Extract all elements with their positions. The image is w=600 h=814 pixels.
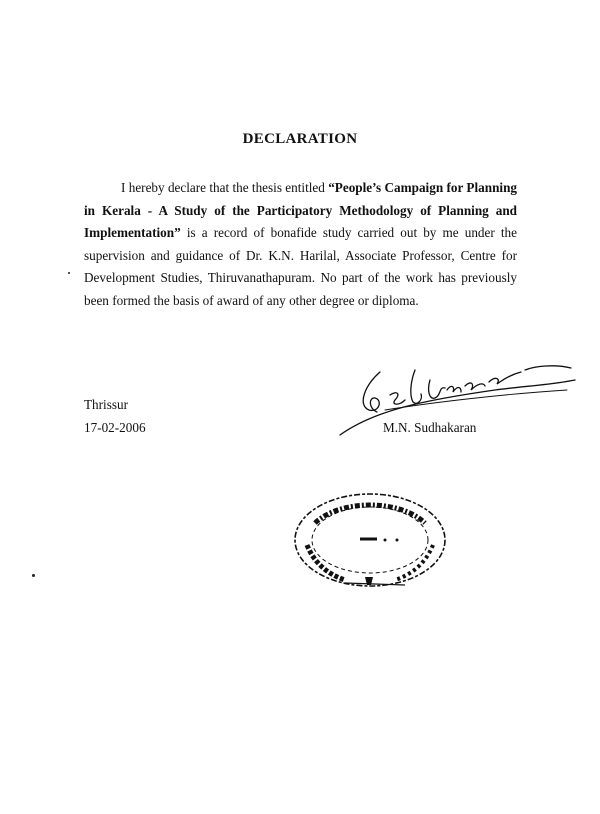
- scan-speck: [68, 272, 70, 274]
- thesis-title: “People’s Campaign for Planning in Kerala - A Study of the Participatory Methodology of Planning and Implementation”: [84, 180, 518, 241]
- declaration-text-intro: I hereby declare that the thesis entitled: [121, 180, 329, 195]
- university-seal-stamp: [285, 485, 455, 595]
- page-title: DECLARATION: [242, 131, 358, 147]
- signatory-name: M.N. Sudhakaran: [383, 420, 477, 435]
- place-label: Thrissur: [84, 397, 128, 412]
- scan-speck: [32, 574, 35, 577]
- date-label: 17-02-2006: [84, 420, 146, 435]
- declaration-text-body: is a record of bonafide study carried out by me under the supervision and guidance of Dr. K.N. Harilal, Associate Professor, Centre for Development Studies, Thiruvanathapuram. No part of the work has previously been formed the basis of award of any other degree or diploma.: [84, 225, 517, 308]
- declaration-paragraph: [84, 177, 517, 313]
